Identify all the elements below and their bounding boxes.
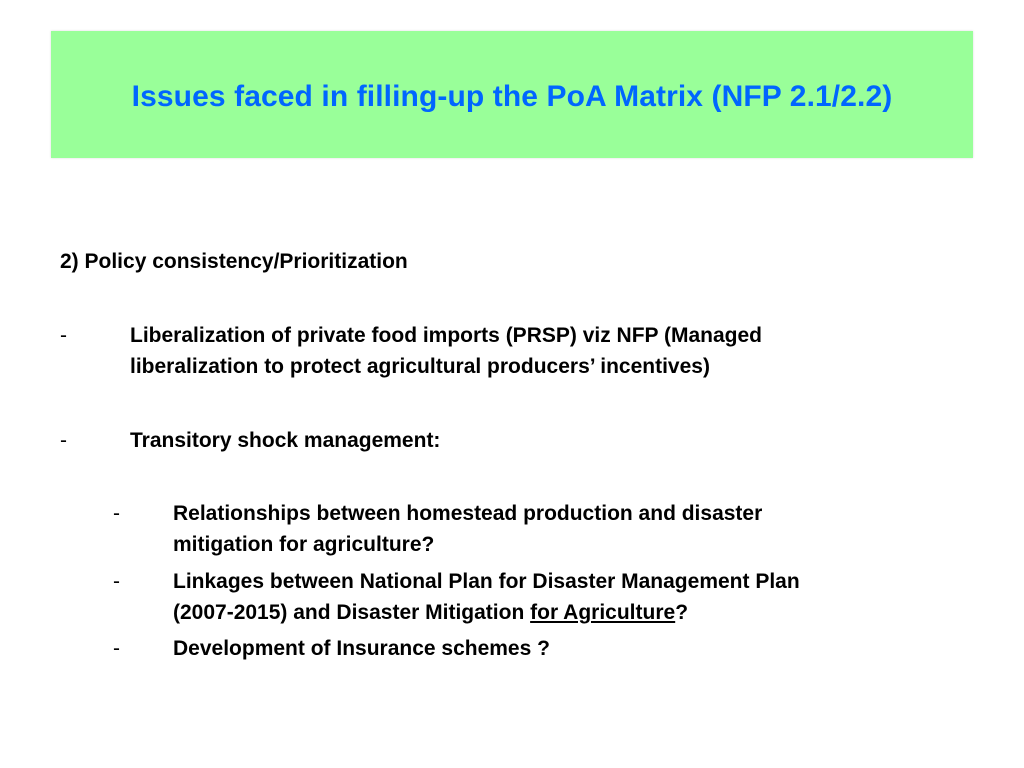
sub-bullet-item: [113, 498, 763, 556]
sub-bullet-item: [113, 566, 800, 624]
underlined-phrase: for Agriculture: [530, 601, 676, 624]
sub-bullet-line: Relationships between homestead production and disaster: [173, 502, 763, 525]
bullet-line: Liberalization of private food imports (PRSP) viz NFP (Managed: [130, 324, 763, 347]
bullet-line: liberalization to protect agricultural producers’ incentives): [130, 355, 710, 378]
bullet-dash: -: [60, 429, 67, 452]
sub-bullet-dash: -: [113, 637, 120, 660]
bullet-text: [130, 320, 950, 382]
bullet-dash: -: [60, 324, 67, 347]
bullet-text: [130, 425, 950, 456]
sub-bullet-text: [173, 566, 973, 628]
sub-bullet-line-suffix: ?: [675, 601, 689, 624]
sub-bullet-line-prefix: (2007-2015) and Disaster Mitigation: [173, 601, 531, 624]
slide-title: Issues faced in filling-up the PoA Matrix (NFP 2.1/2.2): [131, 79, 893, 113]
sub-bullet-line: Linkages between National Plan for Disaster Management Plan: [173, 570, 800, 593]
section-heading: 2) Policy consistency/Prioritization: [60, 250, 408, 273]
sub-bullet-dash: -: [113, 570, 120, 593]
sub-bullet-dash: -: [113, 502, 120, 525]
sub-bullet-line: [173, 597, 973, 628]
sub-bullet-line: Development of Insurance schemes ?: [173, 637, 550, 660]
bullet-item: [60, 320, 763, 378]
bullet-line: Transitory shock management:: [130, 429, 441, 452]
sub-bullet-text: [173, 498, 973, 560]
sub-bullet-item: [113, 633, 550, 664]
sub-bullet-line: mitigation for agriculture?: [173, 533, 435, 556]
sub-bullet-text: [173, 633, 973, 664]
bullet-item: [60, 425, 441, 456]
